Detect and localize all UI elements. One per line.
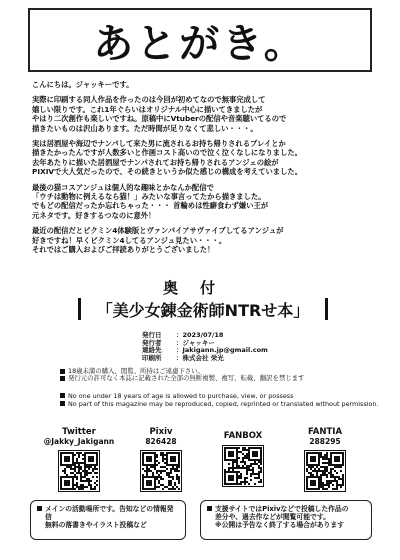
social-name: FANBOX (223, 431, 263, 441)
support-note-box (200, 500, 372, 540)
social-pixiv (118, 428, 204, 492)
notice-text: No part of this magazine may be reproduced, copied, reprinted or translated without permission. (68, 400, 379, 409)
colophon-key: 連絡先 (142, 346, 162, 355)
afterword-paragraph: 実は居酒屋や海辺でナンパして来た男に流されるお持ち帰りされるプレイとか 描きたかったんですが人数多いと作画コスト高いので泣く泣くなしになりました。 去年あたりに描いた居酒屋でナンパされてお持ち帰りされるアンジェの絵が PIXIVで大人気だったので、その続きというか似た感じの構成を考えていました。 (32, 139, 302, 177)
note-line (207, 505, 365, 513)
qr-code-icon[interactable] (58, 450, 100, 492)
colophon-value: ：Jakigann.jp@gmail.com (176, 346, 268, 355)
colophon-row (142, 355, 268, 363)
qr-code-icon[interactable] (140, 450, 182, 492)
social-fantia (282, 428, 368, 492)
notice-item (60, 375, 304, 382)
note-line (207, 521, 365, 529)
note-line (37, 505, 179, 521)
afterword-paragraph: 実際に印刷する同人作品を作ったのは今回が初めてなので無事完成して 嬉しい限りです。これ1年ぐらいはオリジナル中心に描いてきましたが やはり二次創作も楽しいですね。原稿中にVtuberの配信や音楽聴いてるので 描きたいものは沢山あります。ただ時間が足りなくて悲しい・・・。 (32, 95, 287, 133)
note-text: メインの活動場所です。告知などの情報発信 (45, 505, 174, 522)
bullet-square-icon (60, 369, 65, 374)
colophon-key: 発行者 (142, 338, 162, 347)
social-handle: @Jakky_Jakigann (43, 437, 115, 446)
social-name: Pixiv (149, 427, 173, 437)
product-title: 「美少女錬金術師NTRせ本」 (78, 298, 328, 320)
note-text: 支援サイトではPixivなどで投稿した作品の (215, 505, 349, 513)
afterword-paragraph: 最近の配信だとピクミン4体験版とヴァンパイアサヴァイブしてるアンジュが 好きですね！早くピクミン4してるアンジュ見たい・・・。 それではご購入およびご拝読ありがとうございました！ (32, 226, 284, 255)
notice-item (60, 392, 378, 400)
notice-item (60, 400, 378, 408)
social-twitter (36, 428, 122, 492)
social-name: Twitter (62, 427, 96, 437)
note-text: 差分や、過去作などが閲覧可能です。 (215, 513, 330, 522)
social-name: FANTIA (307, 427, 343, 437)
notice-text: 18歳未満の購入、閲覧、所持はご遠慮下さい。 (68, 367, 204, 375)
bullet-square-icon (60, 393, 65, 398)
colophon-heading: 奥付 (162, 279, 237, 297)
afterword-paragraph: こんにちは。ジャッキーです。 (32, 80, 134, 89)
bullet-square-icon (60, 376, 65, 381)
activity-note-box (30, 500, 186, 540)
social-handle: 826428 (145, 437, 177, 446)
qr-code-icon[interactable] (222, 445, 264, 487)
social-fanbox (200, 428, 286, 487)
qr-code-icon[interactable] (304, 450, 346, 492)
note-line (37, 521, 179, 529)
colophon-key: 印刷所 (142, 353, 162, 362)
colophon-value: ：ジャッキー (176, 338, 215, 347)
colophon-value: ：株式会社 栄光 (176, 353, 224, 362)
notice-text: No one under 18 years of age is allowed to purchase, view, or possess (68, 392, 294, 400)
afterword-paragraph: 最後の猫コスアンジュは個人的な趣味とかなんか配信で 「ウチは動物に例えるなら猫！」みたいな事言ってたから描きました。 でもどの配信だったか忘れちゃった・・・ 首輪めは性癖食わず嫌い王が 元ネタです。好きするつなのに意外！ (32, 182, 269, 220)
colophon-value: ：2023/07/18 (176, 331, 224, 339)
page-title: あとがき。 (93, 20, 307, 67)
title-frame (34, 14, 366, 66)
social-handle: 288295 (309, 437, 341, 446)
bullet-square-icon (60, 401, 65, 406)
afterword-body (32, 80, 377, 255)
note-text: ※公開は予告なく終了する場合があります (215, 521, 344, 530)
colophon-table (142, 332, 268, 362)
notices-japanese (60, 368, 304, 383)
note-text: 無料の落書きやイラスト投稿など (45, 521, 147, 530)
notice-text: 発行元の許可なく本誌に記載された全部の無断複製、複写、転載、翻訳を禁じます (68, 374, 305, 383)
notices-english (60, 392, 378, 408)
bullet-square-icon (37, 506, 42, 511)
bullet-square-icon (207, 506, 212, 511)
colophon-key: 発行日 (142, 331, 162, 339)
